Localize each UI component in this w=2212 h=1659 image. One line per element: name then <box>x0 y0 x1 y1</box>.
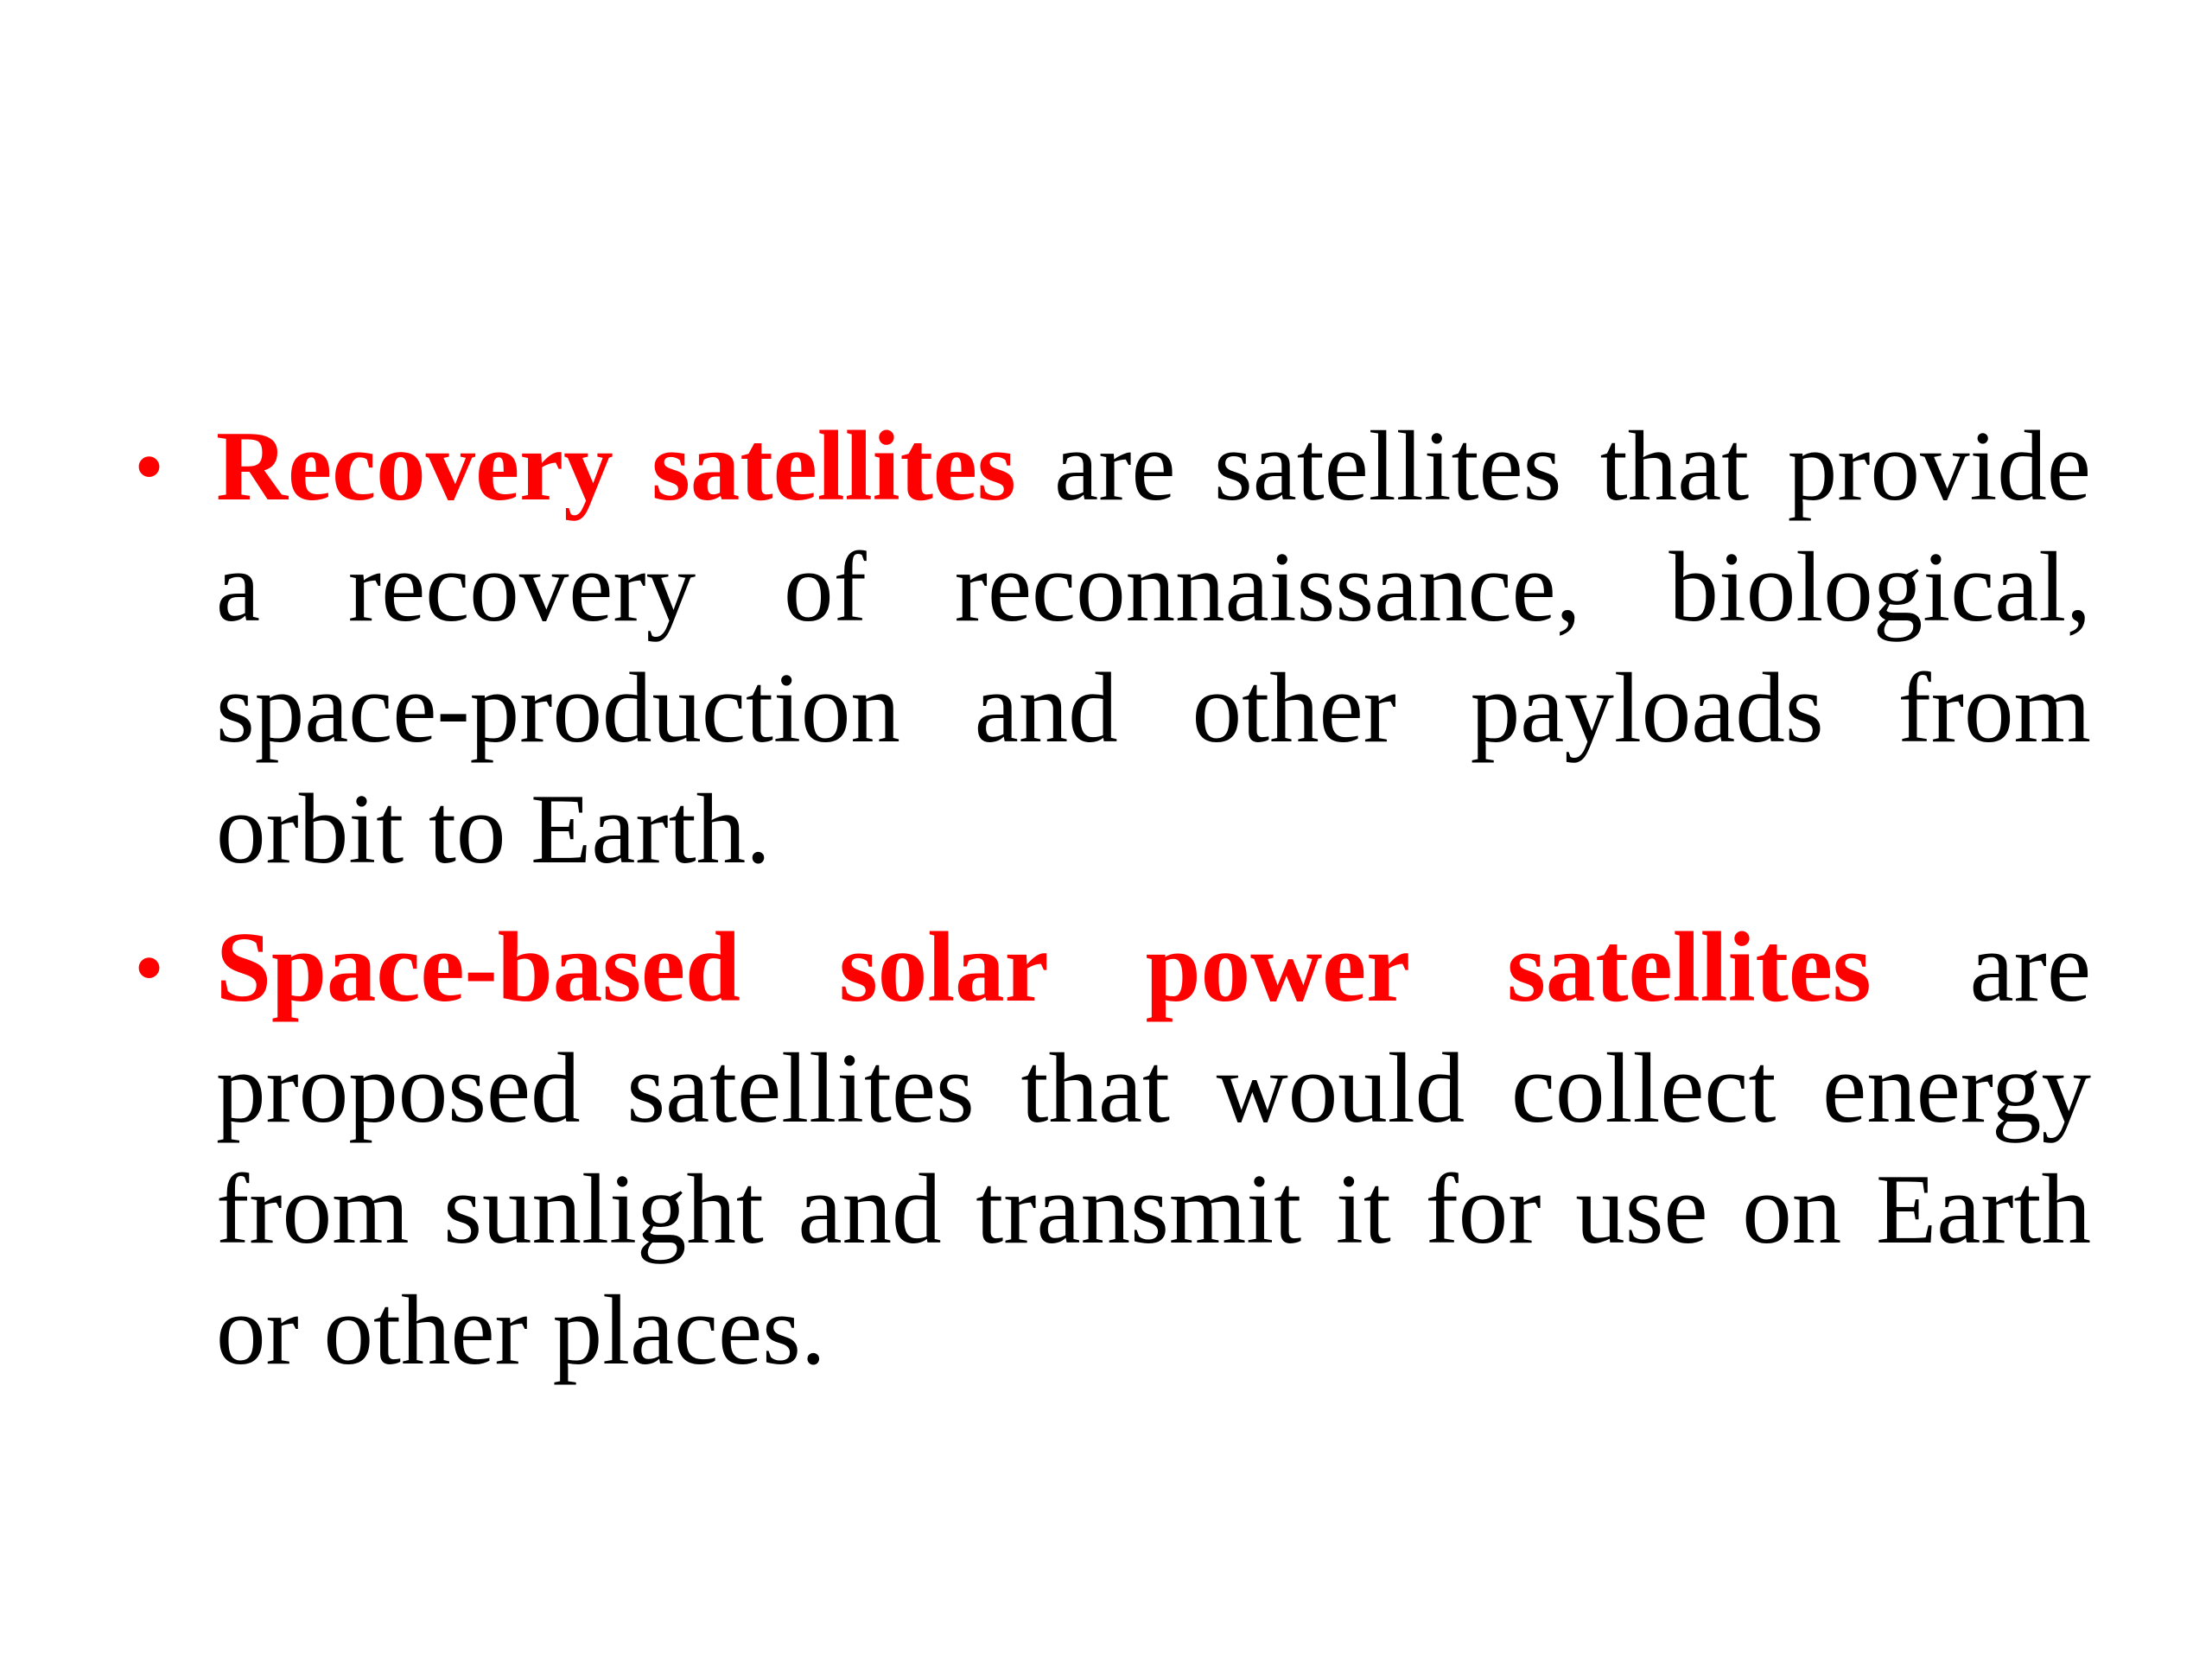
bullet-list <box>134 406 2091 1408</box>
bullet-item-solar-power-satellites <box>134 907 2091 1391</box>
bullet-item-recovery-satellites <box>134 406 2091 890</box>
definition-recovery-satellites: are satellites that provide a recovery of reconnaissance, biological, space-production and other payloads from orbit to Earth. <box>216 411 2091 884</box>
bullet-marker-icon: • <box>134 919 165 1015</box>
definition-solar-power-satellites: are proposed satellites that would collect energy from sunlight and transmit it for use on Earth or other places. <box>216 912 2091 1385</box>
term-recovery-satellites: Recovery satellites <box>216 411 1016 521</box>
term-solar-power-satellites: Space-based solar power satellites <box>216 912 1872 1022</box>
bullet-marker-icon: • <box>134 418 165 514</box>
